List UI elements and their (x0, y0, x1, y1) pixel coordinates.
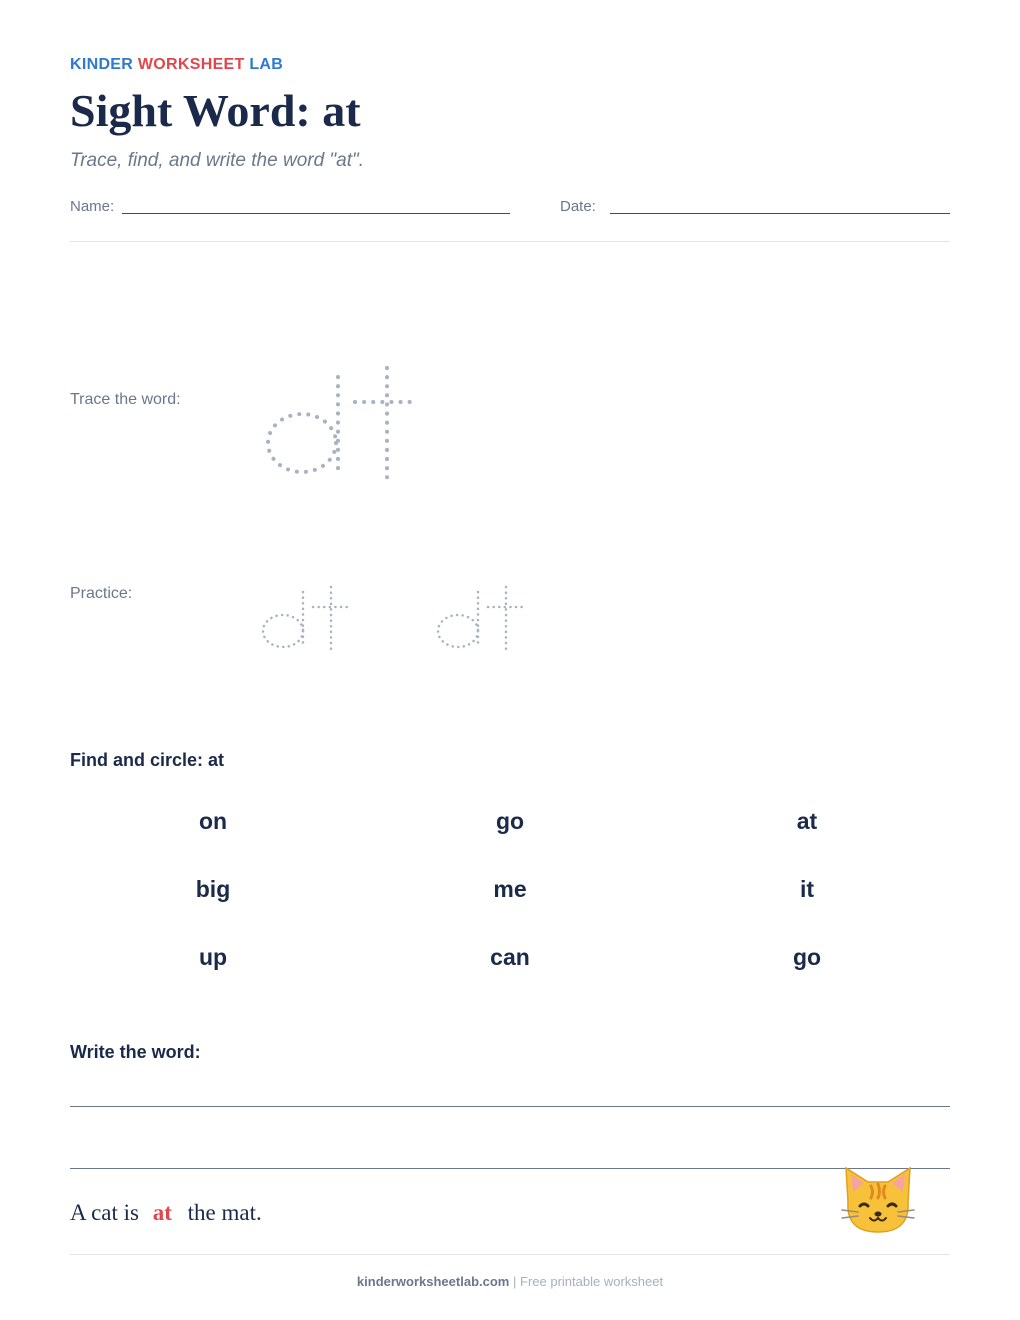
header-divider (70, 241, 950, 242)
example-sentence (70, 1200, 262, 1226)
find-word[interactable]: it (799, 876, 815, 902)
practice-word-2[interactable] (430, 583, 540, 663)
footer-divider (70, 1254, 950, 1255)
practice-word-1[interactable] (255, 583, 365, 663)
find-word[interactable]: up (198, 944, 228, 970)
footer (0, 1274, 1020, 1289)
footer-note: Free printable worksheet (520, 1274, 664, 1289)
footer-separator: | (512, 1274, 517, 1289)
page-subtitle: Trace, find, and write the word "at". (70, 150, 365, 171)
practice-label: Practice: (70, 585, 133, 602)
find-word[interactable]: big (195, 876, 231, 902)
page-title: Sight Word: at (70, 85, 361, 136)
find-word[interactable]: at (796, 808, 818, 834)
trace-word-dotted[interactable] (250, 355, 440, 495)
footer-site-link[interactable]: kinderworksheetlab.com (356, 1274, 510, 1289)
name-field[interactable] (122, 213, 510, 214)
sentence-before: A cat is (70, 1200, 139, 1225)
write-heading: Write the word: (70, 1042, 201, 1062)
sentence-after: the mat. (187, 1200, 262, 1225)
find-word[interactable]: go (495, 808, 525, 834)
brand-kinder: KINDER (70, 56, 134, 73)
trace-label: Trace the word: (70, 391, 181, 408)
cat-face-icon (838, 1162, 918, 1236)
find-word[interactable]: can (490, 944, 530, 970)
sentence-highlight-word: at (152, 1200, 172, 1225)
write-line-2[interactable] (70, 1168, 950, 1169)
brand-lab: LAB (249, 56, 284, 73)
brand-logo (70, 56, 283, 74)
brand-worksheet: WORKSHEET (137, 56, 245, 73)
find-word[interactable]: on (198, 808, 228, 834)
find-word[interactable]: me (493, 876, 527, 902)
name-label: Name: (70, 198, 115, 215)
date-label: Date: (560, 198, 596, 215)
find-word[interactable]: go (792, 944, 822, 970)
find-heading: Find and circle: at (70, 750, 225, 770)
write-line-1[interactable] (70, 1106, 950, 1107)
trace-letter-a-bowl (268, 414, 336, 472)
date-field[interactable] (610, 213, 950, 214)
